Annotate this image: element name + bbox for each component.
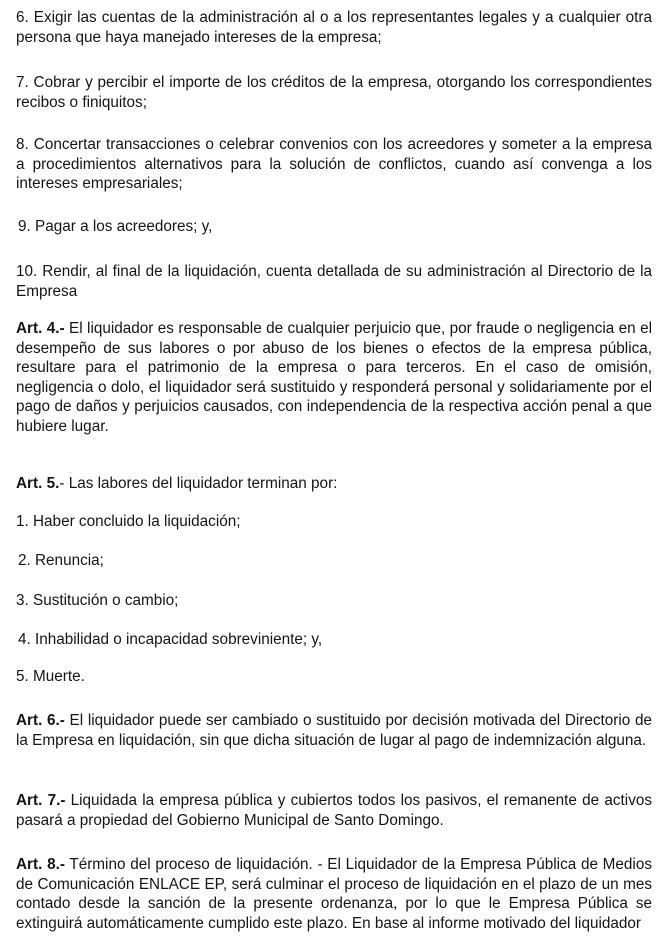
list-item-10: 10. Rendir, al final de la liquidación, cuenta detallada de su administración al Directorio de la Empresa <box>16 263 652 300</box>
article-5 <box>16 474 652 494</box>
article-5-text: - Las labores del liquidador terminan por: <box>59 475 338 492</box>
article-5-label: Art. 5. <box>16 475 60 492</box>
list-item-7: 7. Cobrar y percibir el importe de los créditos de la empresa, otorgando los correspondientes recibos o finiquitos; <box>16 74 652 111</box>
list-item-8: 8. Concertar transacciones o celebrar convenios con los acreedores y someter a la empresa a procedimientos alternativos para la solución de conflictos, cuando así convenga a los intereses empresariales; <box>16 136 652 192</box>
list-item-6: 6. Exigir las cuentas de la administración al o a los representantes legales y a cualquier otra persona que haya manejado intereses de la empresa; <box>16 9 652 46</box>
article-5-item-3: 3. Sustitución o cambio; <box>16 592 179 609</box>
article-5-item-5: 5. Muerte. <box>16 668 85 685</box>
article-6 <box>16 711 652 750</box>
list-item-9: 9. Pagar a los acreedores; y, <box>18 218 213 235</box>
article-4-text: El liquidador es responsable de cualquier perjuicio que, por fraude o negligencia en el desempeño de sus labores o por abuso de los bienes o efectos de la empresa pública, resultare para el patrimonio de la empresa o para terceros. En el caso de omisión, negligencia o dolo, el liquidador será sustituido y responderá personal y solidariamente por el pago de daños y perjuicios causados, con independencia de la respectiva acción penal a que hubiere lugar. <box>16 320 652 435</box>
article-7-label: Art. 7.- <box>16 792 66 809</box>
article-6-label: Art. 6.- <box>16 712 65 729</box>
article-6-text: El liquidador puede ser cambiado o sustituido por decisión motivada del Directorio de la Empresa en liquidación, sin que dicha situación de lugar al pago de indemnización alguna. <box>16 712 652 749</box>
article-8 <box>16 855 652 933</box>
article-4 <box>16 319 652 436</box>
article-5-item-1: 1. Haber concluido la liquidación; <box>16 513 241 530</box>
article-7-text: Liquidada la empresa pública y cubiertos todos los pasivos, el remanente de activos pasará a propiedad del Gobierno Municipal de Santo Domingo. <box>16 792 652 829</box>
article-7 <box>16 791 652 830</box>
article-8-label: Art. 8.- <box>16 856 65 873</box>
article-5-item-2: 2. Renuncia; <box>18 552 104 569</box>
article-5-item-4: 4. Inhabilidad o incapacidad sobreviniente; y, <box>18 631 323 648</box>
article-8-text: Término del proceso de liquidación. - El Liquidador de la Empresa Pública de Medios de Comunicación ENLACE EP, será culminar el proceso de liquidación en el plazo de un mes contado desde la sanción de la presente ordenanza, por lo que le Empresa Pública se extinguirá automáticamente cumplido este plazo. En base al informe motivado del liquidador <box>16 856 652 932</box>
article-4-label: Art. 4.- <box>16 320 65 337</box>
